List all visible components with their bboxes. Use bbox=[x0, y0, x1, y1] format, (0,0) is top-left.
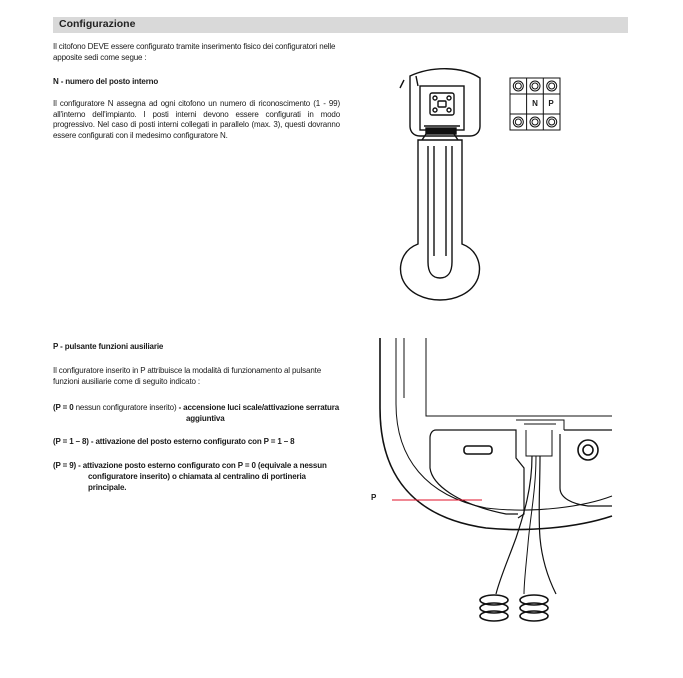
p-option-0-desc: - accensione luci scale/attivazione serratura bbox=[178, 403, 340, 412]
p-option-0-desc-cont: aggiuntiva bbox=[186, 414, 225, 423]
n-heading: N - numero del posto interno bbox=[53, 77, 159, 86]
p-option-9-cont: configuratore inserito) o chiamata al centralino di portineria bbox=[88, 472, 306, 481]
section-title: Configurazione bbox=[59, 18, 136, 30]
p-option-1-8: (P = 1 – 8) - attivazione del posto esterno configurato con P = 1 – 8 bbox=[53, 437, 295, 446]
pointer-label-p: P bbox=[371, 493, 377, 502]
n-body: Il configuratore N assegna ad ogni citofono un numero di riconoscimento (1 - 99) all'interno dell'impianto. I posti interni devono essere configurati in modo progressivo. Nel caso di posti interni collegati in parallelo (max. 3), questi dovranno essere configurati con il medesimo configuratore N. bbox=[53, 99, 340, 140]
p-option-9: (P = 9) - attivazione posto esterno configurato con P = 0 (equivale a nessun bbox=[53, 461, 327, 470]
handset-diagram bbox=[392, 66, 502, 306]
p-option-0-mid: nessun configuratore inserito) bbox=[75, 403, 177, 412]
p-option-9-end: principale. bbox=[88, 483, 127, 492]
base-diagram bbox=[376, 338, 616, 628]
grid-label-p: P bbox=[548, 99, 554, 108]
section-header bbox=[53, 17, 628, 33]
p-heading: P - pulsante funzioni ausiliarie bbox=[53, 342, 164, 351]
p-option-0-prefix: (P = 0 bbox=[53, 403, 74, 412]
p-option-0 bbox=[53, 403, 343, 414]
grid-label-n: N bbox=[532, 99, 538, 108]
intro-text: Il citofono DEVE essere configurato tramite inserimento fisico dei configuratori nelle apposite sedi come segue : bbox=[53, 42, 336, 62]
p-body: Il configuratore inserito in P attribuisce la modalità di funzionamento al pulsante funzioni ausiliarie come di seguito indicato : bbox=[53, 366, 322, 386]
